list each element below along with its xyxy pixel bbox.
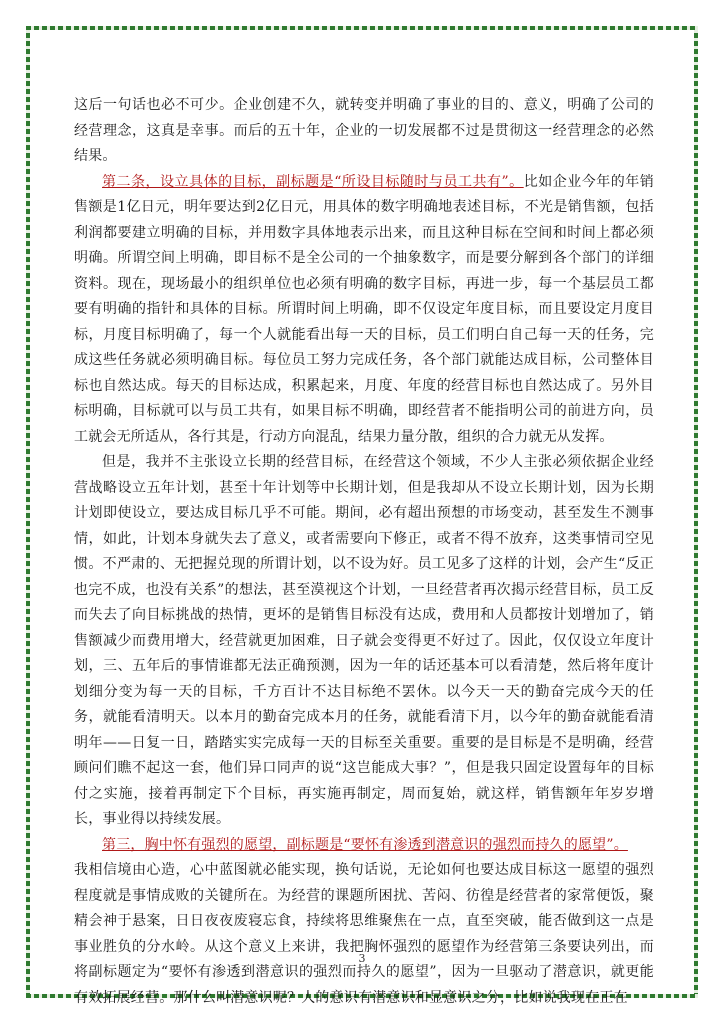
page-body xyxy=(74,93,654,1011)
paragraph-2 xyxy=(74,170,654,451)
paragraph-2-heading: 第二条，设立具体的目标，副标题是“所设目标随时与员工共有”。 xyxy=(102,173,524,190)
paragraph-3 xyxy=(74,450,654,833)
paragraph-5-text: 我相信境由心造，心中蓝图就必能实现，换句话说，无论如何也要达成目标这一愿望的强烈程度就是事情成败的关键所在。为经营的课题所困扰、苦闷、彷徨是经营者的家常便饭，聚精会神于悬案，日日夜夜废寝忘食，持续将思维聚焦在一点，直至突破，能否做到这一点是事业胜负的分水岭。从这个意义上来讲，我把胸怀强烈的愿望作为经营第三条要诀列出，而将副标题定为“要怀有渗透到潜意识的强烈而持久的愿望”，因为一旦驱动了潜意识，就更能有效拓展经营。那什么叫潜意识呢？人的意识有潜意识和显意识之分，比如说我现在正在 xyxy=(74,862,654,1006)
paragraph-2-text: 比如企业今年的年销售额是1亿日元，明年要达到2亿日元，用具体的数字明确地表述目标，不光是销售额，包括利润都要建立明确的目标，并用数字具体地表示出来，而且这种目标在空间和时间上都必须明确。所谓空间上明确，即目标不是全公司的一个抽象数字，而是要分解到各个部门的详细资料。现在，现场最小的组织单位也必须有明确的数字目标，再进一步，每一个基层员工都要有明确的指针和具体的目标。所谓时间上明确，即不仅设定年度目标，而且要设定月度目标，月度目标明确了，每一个人就能看出每一天的目标，员工们明白自己每一天的任务，完成这些任务就必须明确目标。每位员工努力完成任务，各个部门就能达成目标，公司整体目标也自然达成。每天的目标达成，积累起来，月度、年度的经营目标也自然达成了。另外目标明确，目标就可以与员工共有，如果目标不明确，即经营者不能指明公司的前进方向，员工就会无所适从，各行其是，行动方向混乱，结果力量分散，组织的合力就无从发挥。 xyxy=(74,173,654,445)
paragraph-1-text: 这后一句话也必不可少。企业创建不久，就转变并明确了事业的目的、意义，明确了公司的经营理念，这真是幸事。而后的五十年，企业的一切发展都不过是贯彻这一经营理念的必然结果。 xyxy=(74,97,654,164)
paragraph-4 xyxy=(74,833,654,859)
paragraph-1 xyxy=(74,93,654,170)
page-number: 3 xyxy=(358,952,366,965)
paragraph-3-text: 但是，我并不主张设立长期的经营目标，在经营这个领域，不少人主张必须依据企业经营战略设立五年计划，甚至十年计划等中长期计划，但是我却从不设立长期计划，因为长期计划即使设立，要达成目标几乎不可能。期间，必有超出预想的市场变动，甚至发生不测事情，如此，计划本身就失去了意义，或者需要向下修正，或者不得不放弃，这类事情司空见惯。不严肃的、无把握兑现的所谓计划，以不设为好。员工见多了这样的计划，会产生“反正也完不成，也没有关系”的想法，甚至漠视这个计划，一旦经营者再次揭示经营目标，员工反而失去了向目标挑战的热情，更坏的是销售目标没有达成，费用和人员都按计划增加了，销售额减少而费用增大，经营就更加困难，日子就会变得更不好过了。因此，仅仅设立年度计划，三、五年后的事情谁都无法正确预测，因为一年的话还基本可以看清楚，然后将年度计划细分变为每一天的目标，千方百计不达目标绝不罢休。以今天一天的勤奋完成今天的任务，就能看清明天。以本月的勤奋完成本月的任务，就能看清下月，以今年的勤奋就能看清明年——日复一日，踏踏实实完成每一天的目标至关重要。重要的是目标是不是明确，经营顾问们瞧不起这一套，他们异口同声的说“这岂能成大事？”，但是我只固定设置每年的目标付之实施，接着再制定下个目标，再实施再制定，周而复始，就这样，销售额年年岁岁增长，事业得以持续发展。 xyxy=(74,454,654,827)
paragraph-5 xyxy=(74,858,654,1011)
paragraph-4-heading: 第三，胸中怀有强烈的愿望，副标题是“要怀有渗透到潜意识的强烈而持久的愿望”。 xyxy=(102,836,628,853)
